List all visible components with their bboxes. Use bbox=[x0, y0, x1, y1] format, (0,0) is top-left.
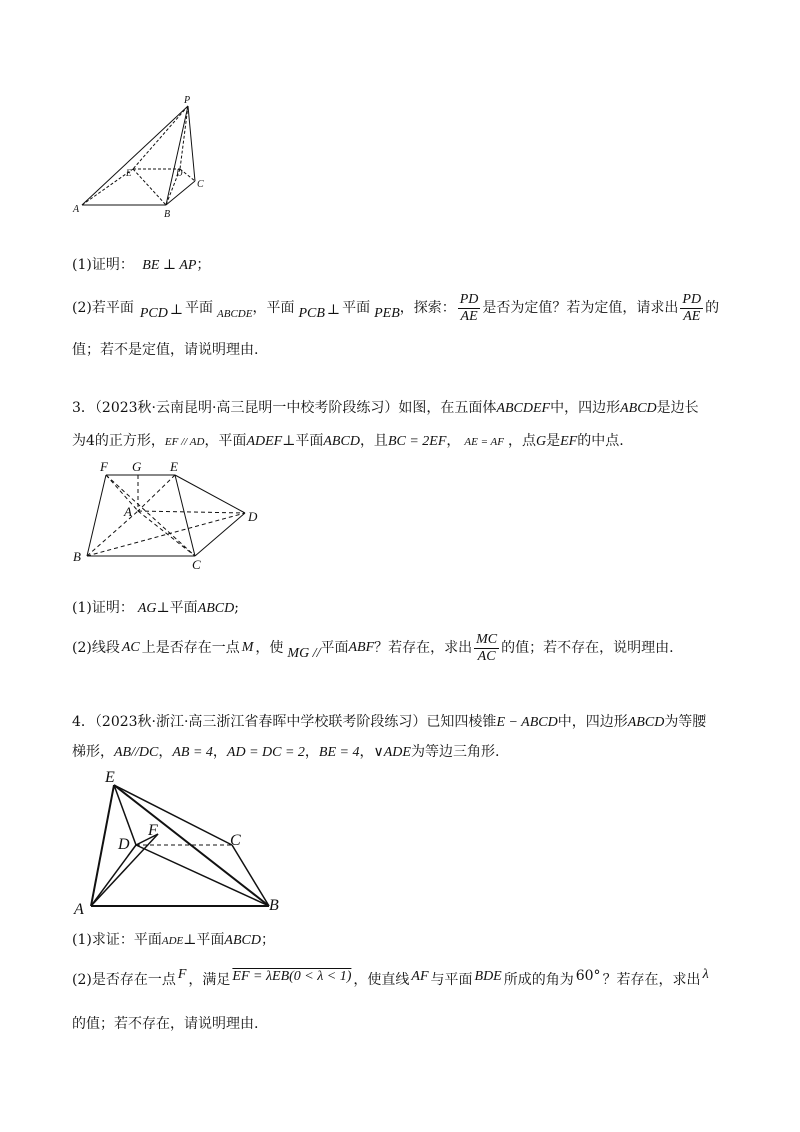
p3-q1-c: ⊥平面 bbox=[156, 600, 198, 616]
p4-l1-b: E − ABCD bbox=[496, 715, 558, 730]
p4-q2-h: BDE bbox=[474, 969, 502, 984]
p2-q1-prefix: (1)证明： bbox=[72, 257, 134, 273]
label-e: E bbox=[105, 769, 115, 786]
label-e: E bbox=[170, 459, 178, 474]
p4-l2-e: ， bbox=[212, 744, 227, 760]
p4-l1-a: 4．（2023秋·浙江·高三浙江省春晖中学校联考阶段练习）已知四棱锥 bbox=[72, 714, 497, 730]
label-p: P bbox=[184, 95, 191, 106]
label-a: A bbox=[124, 504, 132, 519]
p3-l1-c: 中，四边形 bbox=[550, 400, 621, 416]
label-c: C bbox=[192, 557, 201, 572]
p3-q1-d: ABCD bbox=[197, 601, 235, 616]
label-d: D bbox=[176, 168, 183, 178]
p4-l1-d: ABCD bbox=[627, 715, 665, 730]
p4-q1-b: ADE bbox=[161, 935, 184, 947]
label-a: A bbox=[74, 901, 84, 915]
p3-l2-e: ⊥平面 bbox=[282, 433, 324, 449]
label-a: A bbox=[73, 204, 80, 215]
p4-q1-a: (1)求证：平面 bbox=[72, 932, 162, 948]
p4-q2-g: 与平面 bbox=[430, 972, 473, 988]
p3-q2-b: AC bbox=[121, 640, 140, 655]
p4-question-2-cont bbox=[72, 1014, 258, 1034]
p4-l1-e: 为等腰 bbox=[664, 714, 707, 730]
p3-q1-b: AG bbox=[137, 601, 157, 616]
p2-question-2-cont bbox=[72, 340, 258, 360]
p2-q2-plane-pcb: PCB bbox=[298, 306, 325, 321]
p2-fraction-1 bbox=[458, 292, 481, 325]
figure-pyramid-eabcd bbox=[70, 765, 290, 915]
p2-q2-text-k: ，探索： bbox=[399, 300, 456, 316]
label-f: F bbox=[100, 459, 108, 474]
p3-l2-h: BC = 2EF bbox=[387, 434, 447, 449]
p3-l2-j: AE = AF bbox=[464, 436, 504, 448]
p2-q2-plane-pcd: PCD bbox=[139, 306, 168, 321]
p3-l2-b: EF // AD bbox=[164, 436, 205, 448]
p4-q2-i: 所成的角为 bbox=[503, 972, 574, 988]
p2-q2-plane-abcde: ABCDE bbox=[217, 308, 253, 320]
p3-l2-d: ADEF bbox=[246, 434, 283, 449]
p3-l1-b: ABCDEF bbox=[496, 401, 551, 416]
p2-q2-text-i: 平面 bbox=[342, 300, 371, 316]
p3-q2-c: 上是否存在一点 bbox=[141, 640, 240, 656]
p4-l1-c: 中，四边形 bbox=[557, 714, 628, 730]
p4-q2-a: (2)是否存在一点 bbox=[72, 972, 176, 988]
p4-l2-j: ∨ADE bbox=[373, 745, 411, 760]
p3-q2-f: MG // bbox=[287, 646, 321, 661]
p3-l2-l: G bbox=[536, 434, 547, 449]
p3-l2-f: ABCD bbox=[323, 434, 360, 449]
p4-l2-b: AB//DC bbox=[114, 745, 159, 760]
p2-q1-end: ； bbox=[196, 257, 211, 273]
label-c: C bbox=[230, 832, 241, 849]
p3-q1-e: ; bbox=[234, 600, 239, 616]
label-b: B bbox=[164, 209, 171, 220]
label-g: G bbox=[132, 459, 142, 474]
p3-q1-a: (1)证明： bbox=[72, 600, 134, 616]
p3-l2-k: ，点 bbox=[508, 433, 536, 449]
label-e: E bbox=[126, 168, 132, 178]
p4-l2-a: 梯形， bbox=[72, 744, 114, 760]
label-d: D bbox=[248, 509, 258, 524]
p4-stem-line-1 bbox=[72, 712, 706, 733]
p2-q2-text-m: 的 bbox=[705, 300, 720, 316]
p2-frac2-num: PD bbox=[682, 291, 702, 307]
p4-l2-h: BE = 4 bbox=[318, 745, 360, 760]
p3-stem-line-2 bbox=[72, 431, 624, 452]
p4-l2-c: ， bbox=[158, 744, 173, 760]
p2-frac1-den: AE bbox=[460, 308, 478, 324]
p2-q1-math: BE ⊥ AP bbox=[142, 258, 197, 273]
p3-frac-den: AC bbox=[477, 648, 496, 664]
p2-frac1-num: PD bbox=[459, 291, 479, 307]
p2-fraction-2 bbox=[680, 292, 703, 325]
p3-l2-o: 的中点. bbox=[577, 433, 624, 449]
p3-l2-a: 为4的正方形， bbox=[72, 433, 165, 449]
p2-q2-text-l: 是否为定值？若为定值，请求出 bbox=[482, 300, 679, 316]
p3-q2-d: M bbox=[241, 640, 254, 655]
p3-q2-h: ABF bbox=[348, 640, 375, 655]
figure-pentahedron-abcdef bbox=[70, 455, 270, 575]
p3-l2-i: ， bbox=[446, 433, 461, 449]
p2-question-2 bbox=[72, 288, 719, 328]
p2-frac2-den: AE bbox=[683, 308, 701, 324]
p4-q1-e: ； bbox=[260, 932, 275, 948]
p3-q2-i: ？若存在，求出 bbox=[374, 640, 473, 656]
p4-l2-k: 为等边三角形. bbox=[410, 744, 500, 760]
p3-q2-e: ，使 bbox=[255, 640, 284, 656]
p2-q2-text-a: (2)若平面 bbox=[72, 300, 134, 316]
p2-q2-line2: 值；若不是定值，请说明理由. bbox=[72, 342, 259, 358]
p3-frac-num: MC bbox=[476, 631, 498, 647]
p3-fraction bbox=[474, 632, 499, 665]
p2-q2-perp-1: ⊥ bbox=[169, 302, 184, 318]
p2-q2-text-d: 平面 bbox=[185, 300, 214, 316]
p4-q2-e: ，使直线 bbox=[353, 972, 410, 988]
p2-q2-plane-peb: PEB bbox=[374, 306, 400, 321]
p3-question-2 bbox=[72, 628, 674, 668]
p3-l2-m: 是 bbox=[546, 433, 561, 449]
p4-question-1 bbox=[72, 930, 275, 951]
p4-l2-g: ， bbox=[304, 744, 319, 760]
p4-l2-d: AB = 4 bbox=[172, 745, 213, 760]
label-b: B bbox=[269, 897, 279, 914]
p4-q1-c: ⊥平面 bbox=[183, 932, 225, 948]
p3-l1-e: 是边长 bbox=[656, 400, 699, 416]
label-d: D bbox=[118, 836, 130, 853]
p4-l2-i: ， bbox=[359, 744, 374, 760]
p4-q1-d: ABCD bbox=[224, 933, 261, 948]
p3-q2-a: (2)线段 bbox=[72, 640, 120, 656]
p2-q2-perp-2: ⊥ bbox=[326, 302, 341, 318]
p3-q2-g: 平面 bbox=[320, 640, 349, 656]
p4-q2-f: AF bbox=[411, 969, 429, 984]
p4-q2-c: ，满足 bbox=[188, 972, 231, 988]
p3-question-1 bbox=[72, 598, 239, 619]
p3-l1-d: ABCD bbox=[620, 401, 657, 416]
figure-pyramid-pabcde bbox=[60, 90, 220, 225]
p4-q2-d: EF = λEB(0 < λ < 1) bbox=[232, 969, 352, 984]
p4-q2-line2: 的值；若不存在，请说明理由. bbox=[72, 1016, 259, 1032]
p2-question-1 bbox=[72, 255, 210, 276]
p4-stem-line-2 bbox=[72, 742, 499, 763]
p3-stem-line-1 bbox=[72, 398, 699, 419]
label-f: F bbox=[148, 822, 158, 839]
label-b: B bbox=[73, 549, 81, 564]
p2-q2-text-f: ，平面 bbox=[252, 300, 295, 316]
p3-l2-n: EF bbox=[560, 434, 578, 449]
p3-l2-c: ，平面 bbox=[204, 433, 247, 449]
p4-question-2 bbox=[72, 967, 709, 991]
label-c: C bbox=[197, 179, 204, 190]
p3-q2-j: 的值；若不存在，说明理由. bbox=[501, 640, 674, 656]
p4-q2-j: 60° bbox=[575, 968, 601, 984]
p4-q2-l: λ bbox=[702, 967, 709, 982]
p3-l1-a: 3．（2023秋·云南昆明·高三昆明一中校考阶段练习）如图，在五面体 bbox=[72, 400, 497, 416]
p4-q2-k: ？若存在，求出 bbox=[602, 972, 701, 988]
p4-l2-f: AD = DC = 2 bbox=[226, 745, 305, 760]
p3-l2-g: ，且 bbox=[359, 433, 388, 449]
p4-q2-b: F bbox=[177, 967, 187, 982]
